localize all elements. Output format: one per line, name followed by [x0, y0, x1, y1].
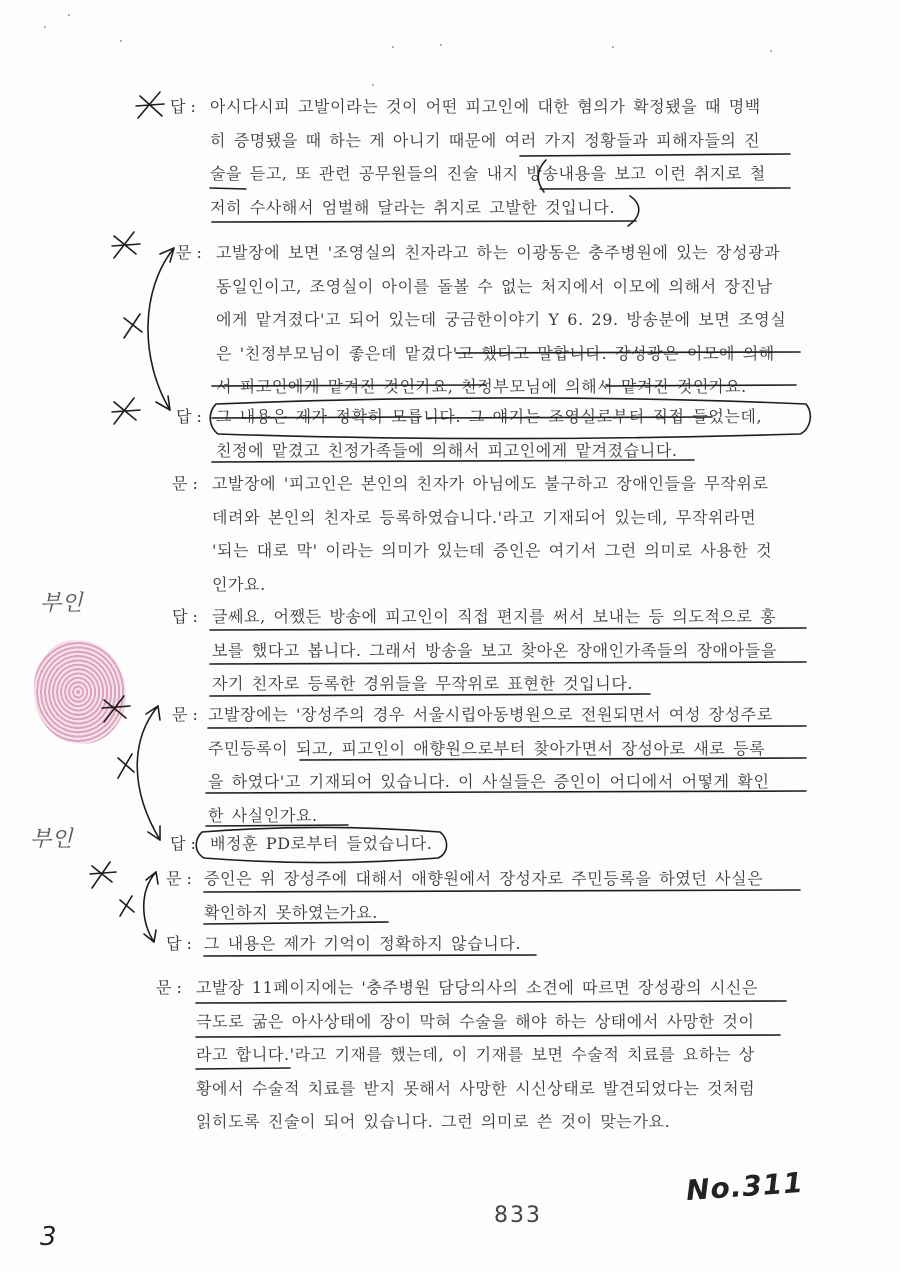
speaker-label: 문 : — [176, 243, 202, 262]
question-text — [212, 467, 806, 601]
stamped-page-number: 833 — [494, 1203, 542, 1228]
text-line: 글쎄요, 어쨌든 방송에 피고인이 직접 편지를 써서 보내는 등 의도적으로 홍 — [212, 607, 777, 626]
text-line: 고발장에 보면 '조영실의 친자라고 하는 이광동은 충주병원에 있는 장성광과 — [216, 243, 781, 262]
text-line: 그 내용은 제가 정확히 모릅니다. 그 얘기는 조영실로부터 직접 들었는데, — [216, 407, 763, 426]
speaker-label: 답 : — [170, 834, 196, 853]
page-number: 3 — [40, 1222, 57, 1252]
text-line: 읽히도록 진술이 되어 있습니다. 그런 의미로 쓴 것이 맞는가요. — [196, 1112, 671, 1131]
star-mark — [112, 232, 140, 258]
document-number: No.311 — [684, 1165, 805, 1208]
question-text — [208, 698, 806, 832]
answer-text — [210, 90, 810, 224]
text-line: '되는 대로 막' 이라는 의미가 있는데 증인은 여기서 그런 의미로 사용한 것 — [212, 541, 773, 560]
text-line: 고발장에는 '장성주의 경우 서울시립아동병원으로 전원되면서 여성 장성주로 — [208, 705, 773, 724]
fingerprint-stamp — [34, 640, 126, 744]
speaker-label: 문 : — [172, 705, 198, 724]
text-line: 은 '친정부모님이 좋은데 맡겼다'고 했다고 말합니다. 장성광은 이모에 의해 — [216, 343, 775, 363]
margin-note: 부인 — [40, 591, 83, 616]
margin-note: 부인 — [30, 827, 73, 852]
double-arrow — [144, 872, 156, 942]
text-line: 배정훈 PD로부터 들었습니다. — [210, 834, 433, 853]
text-line: 그 내용은 제가 기억이 정확하지 않습니다. — [204, 934, 522, 953]
question-text — [204, 862, 804, 929]
text-line: 데려와 본인의 친자로 등록하였습니다.'라고 기재되어 있는데, 무작위라면 — [212, 507, 757, 527]
text-line: 자기 친자로 등록한 경위들을 무작위로 표현한 것입니다. — [212, 674, 634, 693]
speaker-label: 문 : — [156, 978, 182, 997]
text-line: 고발장에 '피고인은 본인의 친자가 아님에도 불구하고 장애인들을 무작위로 — [212, 474, 769, 493]
text-line: 증인은 위 장성주에 대해서 애향원에서 장성자로 주민등록을 하였던 사실은 — [204, 869, 764, 888]
speaker-label: 답 : — [170, 97, 196, 116]
text-line: 고발장 11페이지에는 '충주병원 담당의사의 소견에 따르면 장성광의 시신은 — [196, 978, 759, 997]
text-line: 동일인이고, 조영실이 아이를 돌볼 수 없는 처지에서 이모에 의해서 장진남 — [216, 276, 773, 296]
text-line: 술을 듣고, 또 관련 공무원들의 진술 내지 방송내용을 보고 이런 취지로 철 — [210, 164, 766, 183]
double-arrow — [148, 248, 174, 410]
speaker-label: 답 : — [166, 934, 192, 953]
text-line: 극도로 굶은 아사상태에 장이 막혀 수술을 해야 하는 상태에서 사망한 것이 — [196, 1011, 755, 1031]
text-line: 에게 맡겨졌다'고 되어 있는데 궁금한이야기 Y 6. 29. 방송분에 보면 조영실 — [216, 310, 787, 329]
text-line: 친정에 맡겼고 친정가족들에 의해서 피고인에게 맡겨졌습니다. — [216, 440, 678, 460]
answer-text — [216, 400, 806, 467]
star-mark — [124, 314, 142, 338]
star-mark — [90, 862, 116, 888]
text-line: 보를 했다고 봅니다. 그래서 방송을 보고 찾아온 장애인가족들의 장애아들을 — [212, 640, 777, 660]
text-line: 주민등록이 되고, 피고인이 애향원으로부터 찾아가면서 장성아로 새로 등록 — [208, 738, 766, 758]
star-mark — [112, 398, 140, 424]
text-line: 확인하지 못하였는가요. — [204, 902, 378, 922]
answer-text — [210, 827, 510, 861]
question-text — [216, 236, 806, 404]
speaker-label: 문 : — [166, 869, 192, 888]
text-line: 인가요. — [212, 574, 266, 594]
answer-text — [204, 927, 604, 961]
double-arrow — [137, 706, 160, 840]
text-line: 라고 합니다.'라고 기재를 했는데, 이 기재를 보면 수술적 치료를 요하는 상 — [196, 1045, 755, 1064]
star-mark — [136, 92, 164, 118]
text-line: 히 증명됐을 때 하는 게 아니기 때문에 여러 가지 정황들과 피해자들의 진 — [210, 130, 761, 150]
text-line: 한 사실인가요. — [208, 805, 318, 825]
speaker-label: 문 : — [172, 474, 198, 493]
answer-text — [212, 600, 806, 701]
question-text — [196, 971, 796, 1139]
text-line: 서 피고인에게 맡겨진 것인가요, 친정부모님에 의해서 맡겨진 것인가요. — [216, 377, 747, 396]
text-line: 저히 수사해서 엄벌해 달라는 취지로 고발한 것입니다. — [210, 197, 616, 217]
speaker-label: 답 : — [172, 607, 198, 626]
text-line: 아시다시피 고발이라는 것이 어떤 피고인에 대한 혐의가 확정됐을 때 명백 — [210, 97, 761, 116]
star-mark — [120, 896, 134, 916]
text-line: 을 하였다'고 기재되어 있습니다. 이 사실들은 증인이 어디에서 어떻게 확인 — [208, 772, 770, 791]
text-line: 황에서 수술적 치료를 받지 못해서 사망한 시신상태로 발견되었다는 것처럼 — [196, 1078, 756, 1098]
star-mark — [118, 754, 134, 778]
speaker-label: 답 : — [176, 407, 202, 426]
